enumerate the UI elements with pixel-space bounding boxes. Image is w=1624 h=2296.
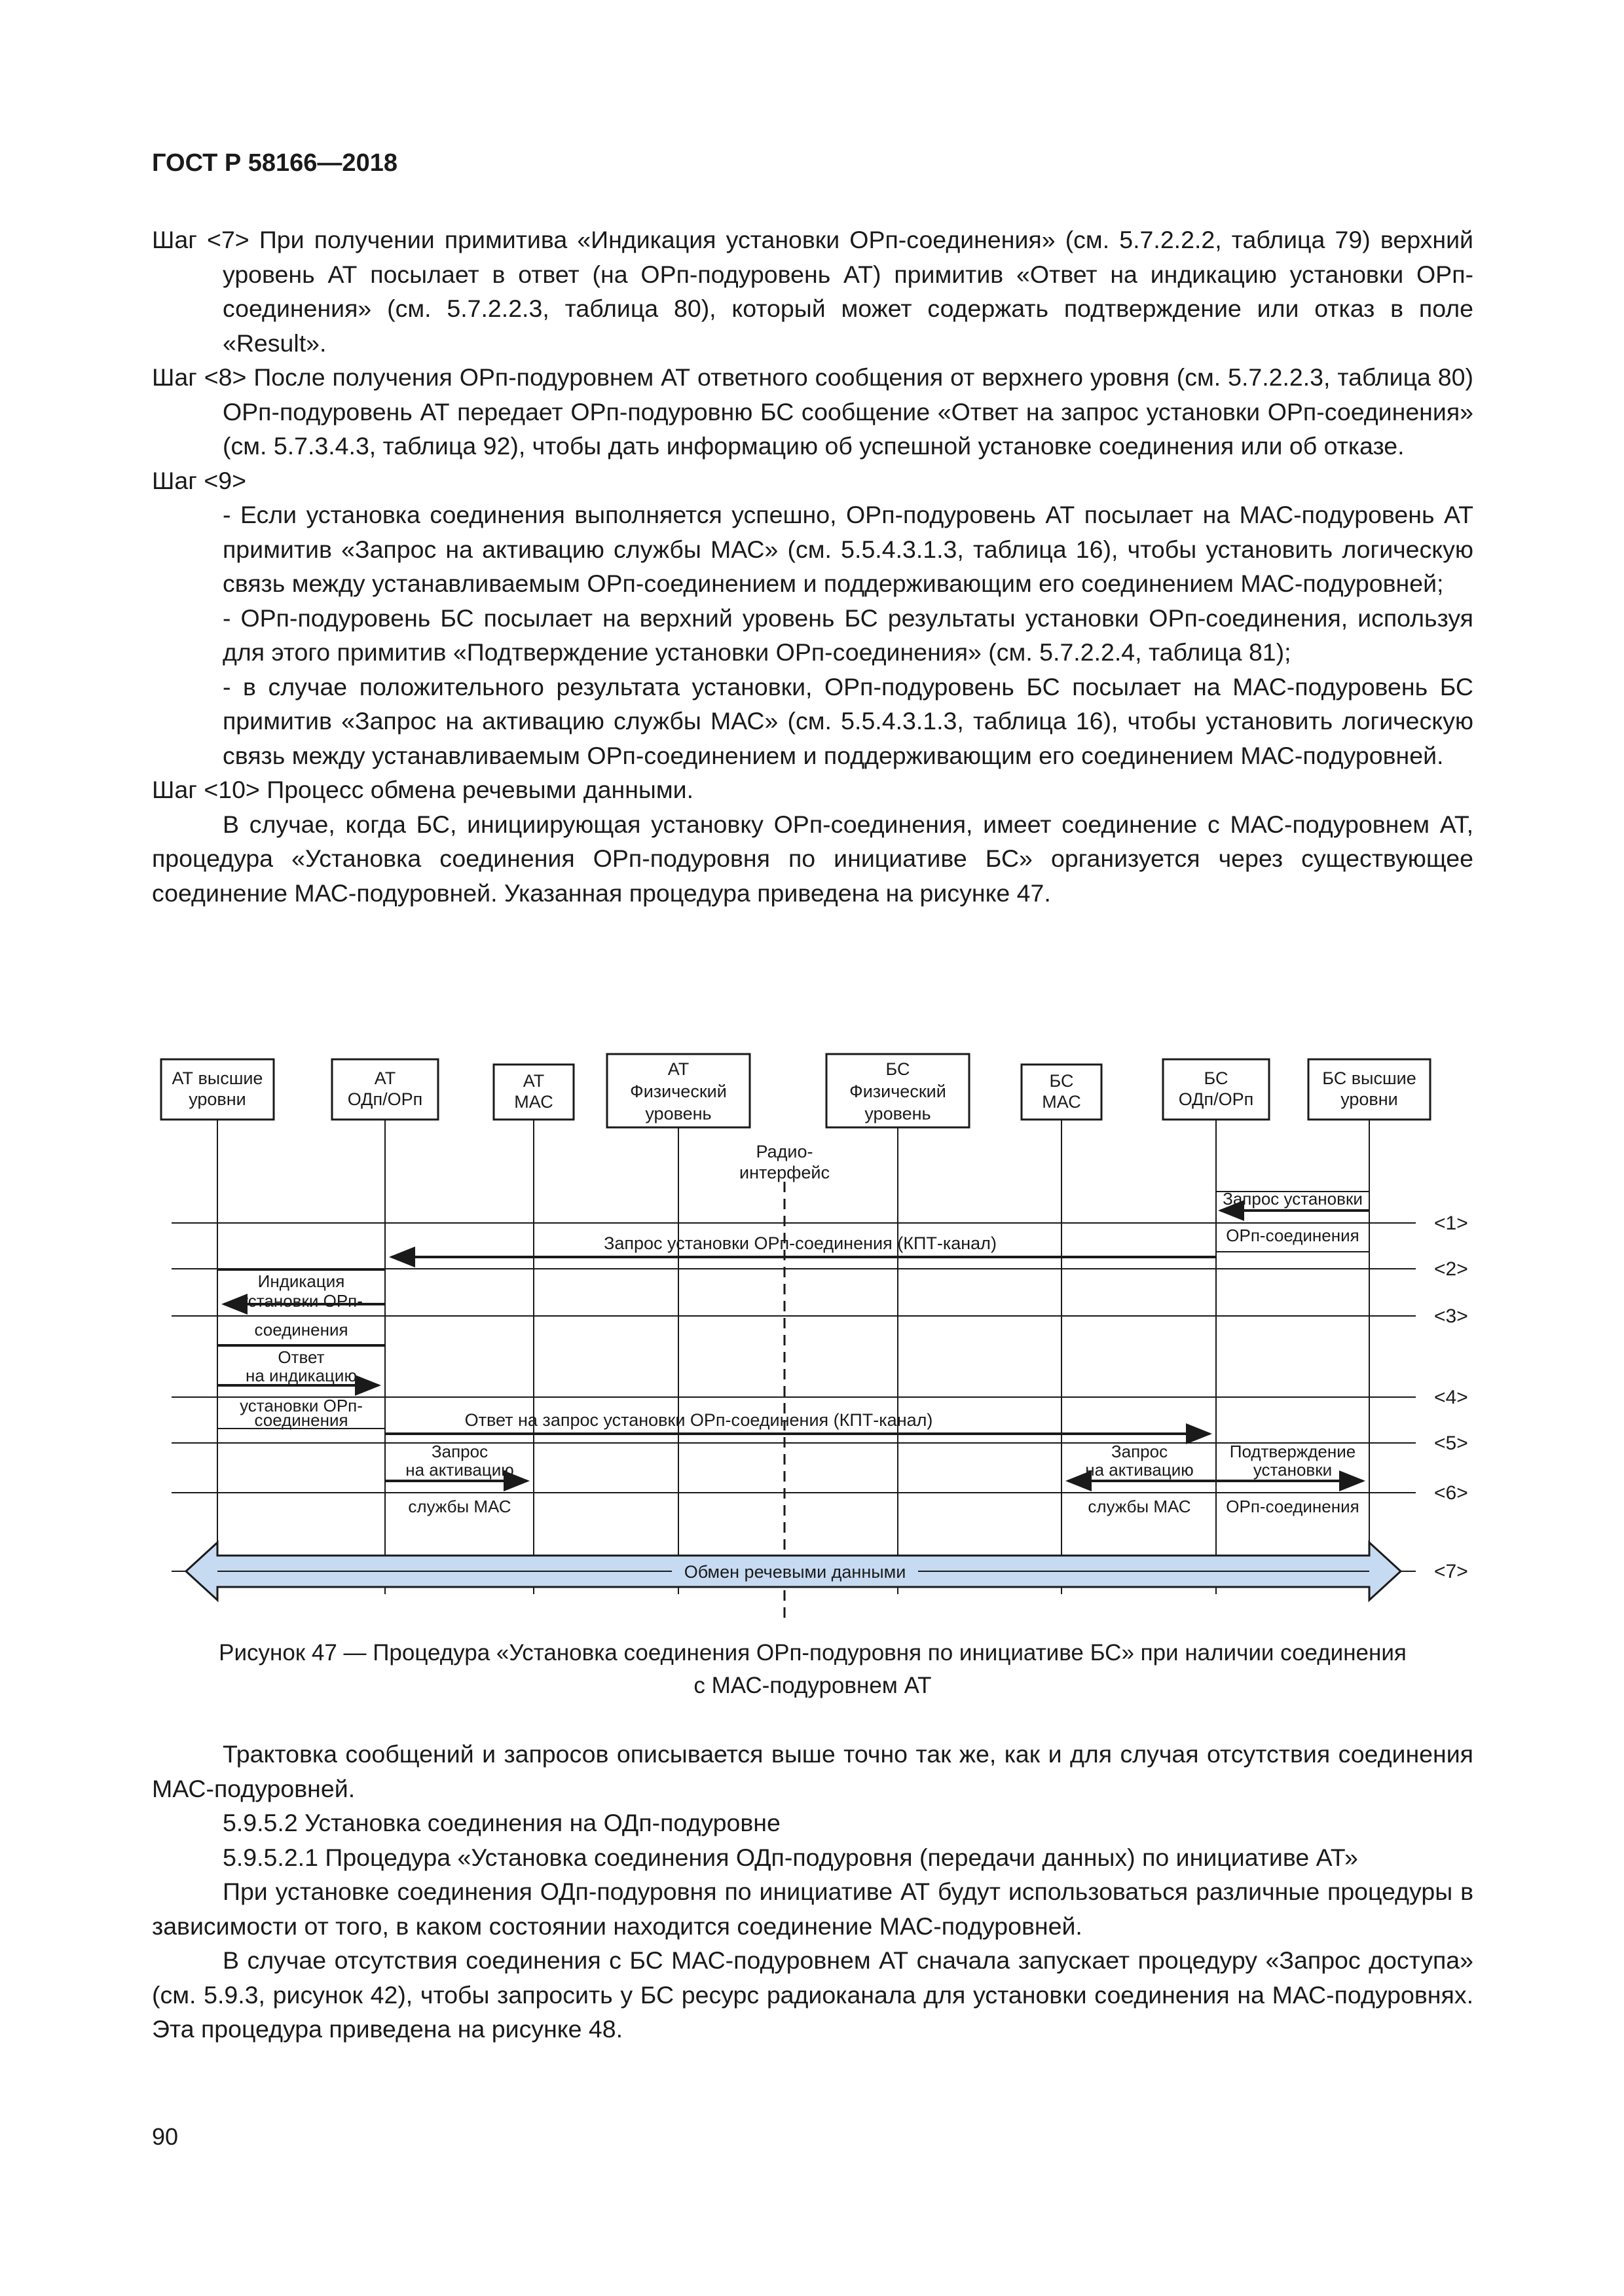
svg-text:АТ: АТ	[523, 1071, 545, 1091]
svg-text:на активацию: на активацию	[405, 1460, 514, 1480]
figure-caption-line: с МАС-подуровнем АТ	[693, 1673, 932, 1698]
radio-interface-label: интерфейс	[739, 1163, 830, 1182]
entity-bs-phy	[826, 1054, 969, 1127]
svg-text:БС: БС	[1049, 1071, 1074, 1091]
svg-text:Запрос: Запрос	[431, 1442, 489, 1461]
text-block-after	[152, 1737, 1473, 2047]
step-label: <7>	[1434, 1561, 1468, 1582]
svg-text:ОРп-соединения: ОРп-соединения	[1226, 1497, 1359, 1516]
message-1	[1216, 1189, 1369, 1252]
svg-text:ОРп-соединения: ОРп-соединения	[1226, 1226, 1359, 1245]
message-2	[392, 1233, 1216, 1257]
step-label: <6>	[1434, 1482, 1468, 1504]
svg-text:АТ: АТ	[374, 1068, 396, 1088]
svg-text:БС: БС	[885, 1059, 910, 1079]
svg-text:ОДп/ОРп: ОДп/ОРп	[1178, 1089, 1254, 1109]
list-item: - в случае положительного результата установки, ОРп-подуровень БС посылает на МАС-подуровень БС примитив «Запрос на активацию службы МАС» (см. 5.5.4.3.1.3, таблица 16), чтобы установить логическую связь между устанавливаемым ОРп-соединением и поддерживающим его соединением МАС-подуровней.	[223, 672, 1473, 769]
step-label: <1>	[1434, 1212, 1468, 1234]
subsection-heading: 5.9.5.2.1 Процедура «Установка соединения ОДп-подуровня (передачи данных) по инициативе АТ»	[223, 1843, 1358, 1871]
paragraph-intro: В случае, когда БС, инициирующая установку ОРп-соединения, имеет соединение с МАС-подуровнем АТ, процедура «Установка соединения ОРп-подуровня по инициативе БС» организуется через существующее соединение МАС-подуровней. Указанная процедура приведена на рисунке 47.	[152, 810, 1473, 907]
paragraph-step7: Шаг <7> При получении примитива «Индикация установки ОРп-соединения» (см. 5.7.2.2.2, таблица 79) верхний уровень АТ посылает в ответ (на ОРп-подуровень АТ) примитив «Ответ на индикацию установки ОРп-соединения» (см. 5.7.2.2.3, таблица 80), который может содержать подтверждение или отказ в поле «Result».	[152, 226, 1473, 357]
entity-at-upper	[161, 1059, 274, 1120]
svg-text:уровень: уровень	[645, 1104, 712, 1123]
paragraph: При установке соединения ОДп-подуровня по инициативе АТ будут использоваться различные процедуры в зависимости от того, в каком состоянии находится соединение МАС-подуровней.	[152, 1878, 1473, 1940]
svg-text:Физический: Физический	[630, 1082, 727, 1101]
step-label: <2>	[1434, 1258, 1468, 1280]
svg-text:соединения: соединения	[254, 1410, 348, 1430]
svg-text:установки ОРп-: установки ОРп-	[240, 1291, 363, 1311]
entity-bs-odp-orp	[1163, 1059, 1269, 1120]
paragraph-step9: Шаг <9>	[152, 466, 246, 494]
figure-caption-line: Рисунок 47 — Процедура «Установка соединения ОРп-подуровня по инициативе БС» при наличии соединения	[219, 1640, 1407, 1666]
entity-at-mac	[494, 1065, 574, 1120]
svg-text:АТ: АТ	[667, 1059, 690, 1079]
radio-interface-label: Радио-	[756, 1142, 813, 1161]
message-3	[217, 1270, 385, 1345]
figure-caption	[152, 1637, 1473, 1702]
list-item: - Если установка соединения выполняется успешно, ОРп-подуровень АТ посылает на МАС-подуровень АТ примитив «Запрос на активацию службы МАС» (см. 5.5.4.3.1.3, таблица 16), чтобы установить логическую связь между устанавливаемым ОРп-соединением и поддерживающим его соединением МАС-подуровней;	[223, 501, 1473, 597]
message-7-speech-exchange	[186, 1542, 1401, 1600]
section-heading: 5.9.5.2 Установка соединения на ОДп-подуровне	[223, 1809, 781, 1836]
svg-text:соединения: соединения	[254, 1320, 348, 1339]
sequence-diagram	[152, 1048, 1473, 1630]
step-label: <5>	[1434, 1432, 1468, 1454]
svg-text:Ответ на запрос установки ОРп-: Ответ на запрос установки ОРп-соединения (КПТ-канал)	[464, 1410, 933, 1430]
svg-text:уровни: уровни	[1340, 1089, 1398, 1109]
message-4	[217, 1346, 385, 1430]
svg-text:уровень: уровень	[864, 1104, 931, 1123]
step-label: <3>	[1434, 1305, 1468, 1327]
text-block-steps	[152, 223, 1473, 910]
svg-text:службы МАС: службы МАС	[1088, 1497, 1191, 1516]
svg-text:Физический: Физический	[849, 1082, 946, 1101]
svg-text:Индикация: Индикация	[257, 1271, 345, 1291]
paragraph-step8: Шаг <8> После получения ОРп-подуровнем АТ ответного сообщения от верхнего уровня (см. 5.7.2.2.3, таблица 80) ОРп-подуровень АТ передает ОРп-подуровню БС сообщение «Ответ на запрос установки ОРп-соединения» (см. 5.7.3.4.3, таблица 92), чтобы дать информацию об успешной установке соединения или об отказе.	[152, 363, 1473, 460]
lifelines	[217, 1120, 1369, 1594]
svg-text:на активацию: на активацию	[1085, 1460, 1194, 1480]
message-6a	[385, 1442, 527, 1516]
paragraph: В случае отсутствия соединения с БС МАС-подуровнем АТ сначала запускает процедуру «Запрос доступа» (см. 5.9.3, рисунок 42), чтобы запросить у БС ресурс радиоканала для установки соединения на МАС-подуровнях. Эта процедура приведена на рисунке 48.	[152, 1946, 1473, 2043]
svg-text:установки: установки	[1253, 1460, 1333, 1480]
page-number: 90	[152, 2123, 179, 2150]
svg-text:Подтверждение: Подтверждение	[1229, 1442, 1356, 1461]
entity-at-odp-orp	[332, 1059, 438, 1120]
svg-text:уровни: уровни	[189, 1089, 246, 1109]
svg-text:службы МАС: службы МАС	[408, 1497, 511, 1516]
svg-text:на индикацию: на индикацию	[246, 1366, 357, 1385]
svg-text:АТ высшие: АТ высшие	[172, 1068, 263, 1088]
list-item: - ОРп-подуровень БС посылает на верхний уровень БС результаты установки ОРп-соединения, используя для этого примитив «Подтверждение установки ОРп-соединения» (см. 5.7.2.2.4, таблица 81);	[223, 604, 1473, 666]
step-label: <4>	[1434, 1387, 1468, 1408]
message-5	[385, 1410, 1209, 1434]
svg-text:установки ОРп-: установки ОРп-	[240, 1396, 363, 1415]
svg-text:Запрос установки: Запрос установки	[1223, 1189, 1363, 1209]
svg-text:Запрос установки ОРп-соединени: Запрос установки ОРп-соединения (КПТ-канал)	[604, 1233, 997, 1253]
paragraph-step10: Шаг <10> Процесс обмена речевыми данными.	[152, 776, 694, 803]
paragraph: Трактовка сообщений и запросов описывается выше точно так же, как и для случая отсутствия соединения МАС-подуровней.	[152, 1740, 1473, 1802]
svg-text:Ответ: Ответ	[278, 1347, 325, 1367]
svg-text:МАС: МАС	[514, 1092, 553, 1112]
message-6c	[1216, 1442, 1363, 1516]
entity-bs-upper	[1308, 1059, 1430, 1120]
svg-text:МАС: МАС	[1042, 1092, 1081, 1112]
svg-text:Запрос: Запрос	[1111, 1442, 1168, 1461]
message-6b	[1068, 1442, 1216, 1516]
entity-bs-mac	[1022, 1065, 1101, 1120]
svg-text:Обмен речевыми данными: Обмен речевыми данными	[684, 1562, 906, 1582]
svg-text:БС высшие: БС высшие	[1322, 1068, 1416, 1088]
svg-text:ОДп/ОРп: ОДп/ОРп	[347, 1089, 423, 1109]
entity-at-phy	[607, 1054, 750, 1127]
svg-text:БС: БС	[1204, 1068, 1228, 1088]
document-header: ГОСТ Р 58166—2018	[152, 149, 397, 177]
